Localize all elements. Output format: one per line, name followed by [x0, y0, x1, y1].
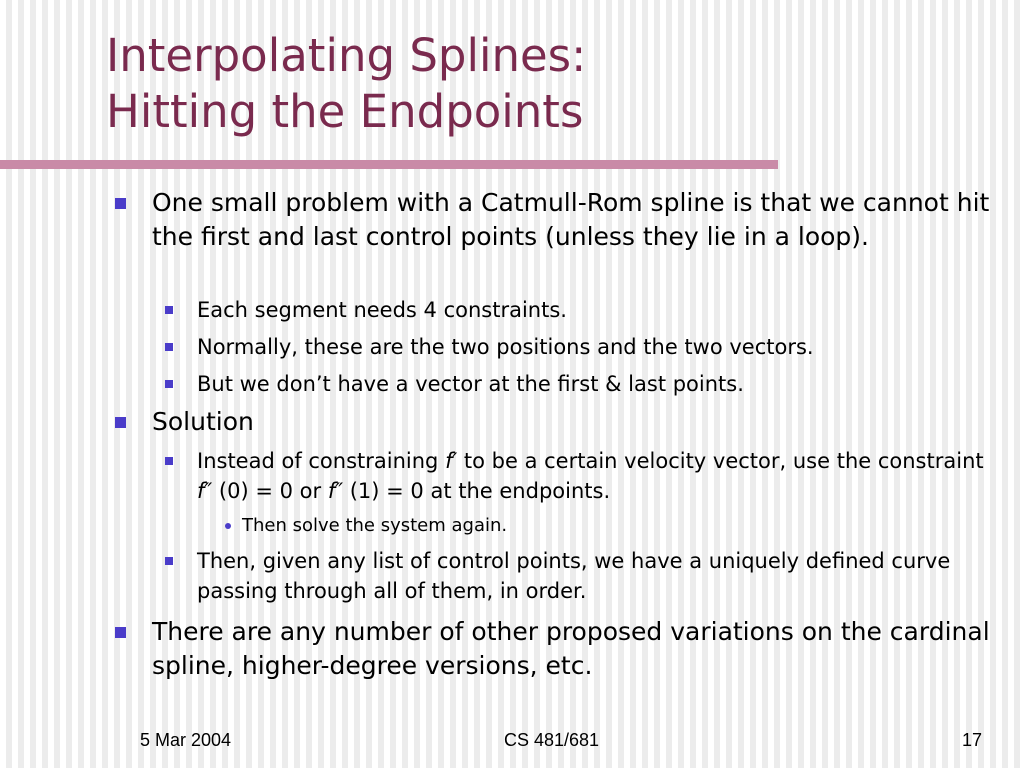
subbullet-no-vector — [197, 369, 997, 399]
footer-date: 5 Mar 2004 — [140, 730, 232, 750]
bullet-text: Each segment needs 4 constraints. — [197, 298, 567, 322]
square-bullet-icon — [165, 457, 173, 465]
f-prime-symbol: f′ — [445, 449, 458, 473]
square-bullet-icon — [115, 417, 126, 428]
title-line-1: Interpolating Splines: — [106, 29, 587, 82]
subbullet-segment-constraints — [197, 295, 997, 325]
bullet-solution — [152, 405, 1002, 439]
square-bullet-icon — [115, 198, 126, 209]
slide-title — [106, 28, 586, 140]
bullet-text: Normally, these are the two positions and the two vectors. — [197, 335, 814, 359]
subsubbullet-solve-again — [242, 513, 1002, 539]
square-bullet-icon — [165, 380, 173, 388]
bullet-text: One small problem with a Catmull-Rom spline is that we cannot hit the first and last control points (unless they lie in a loop). — [152, 188, 990, 251]
bullet-text-part: (0) = 0 or — [212, 479, 328, 503]
bullet-text: Then solve the system again. — [242, 515, 508, 536]
bullet-text-part: Instead of constraining — [197, 449, 446, 473]
square-bullet-icon — [165, 343, 173, 351]
square-bullet-icon — [165, 306, 173, 314]
bullet-text: There are any number of other proposed variations on the cardinal spline, higher-degree versions, etc. — [152, 617, 990, 680]
title-line-2: Hitting the Endpoints — [106, 85, 584, 138]
footer-page-number: 17 — [962, 730, 983, 750]
bullet-text-part: (1) = 0 at the endpoints. — [343, 479, 611, 503]
bullet-text: Then, given any list of control points, we have a uniquely defined curve passing through all of them, in order. — [197, 549, 951, 603]
square-bullet-icon — [115, 627, 126, 638]
dot-bullet-icon — [225, 523, 231, 529]
f-double-prime-symbol: f″ — [197, 479, 213, 503]
subbullet-constraint — [197, 446, 997, 506]
bullet-text-part: to be a certain velocity vector, use the constraint — [457, 449, 984, 473]
square-bullet-icon — [165, 557, 173, 565]
bullet-catmull-rom-problem — [152, 186, 1002, 254]
footer-course: CS 481/681 — [504, 730, 600, 750]
subbullet-positions-vectors — [197, 332, 997, 362]
bullet-text: Solution — [152, 407, 254, 436]
title-divider — [0, 160, 778, 169]
subbullet-unique-curve — [197, 546, 997, 606]
bullet-text: But we don’t have a vector at the first & last points. — [197, 372, 744, 396]
f-double-prime-symbol: f″ — [327, 479, 344, 503]
bullet-variations — [152, 615, 1002, 683]
